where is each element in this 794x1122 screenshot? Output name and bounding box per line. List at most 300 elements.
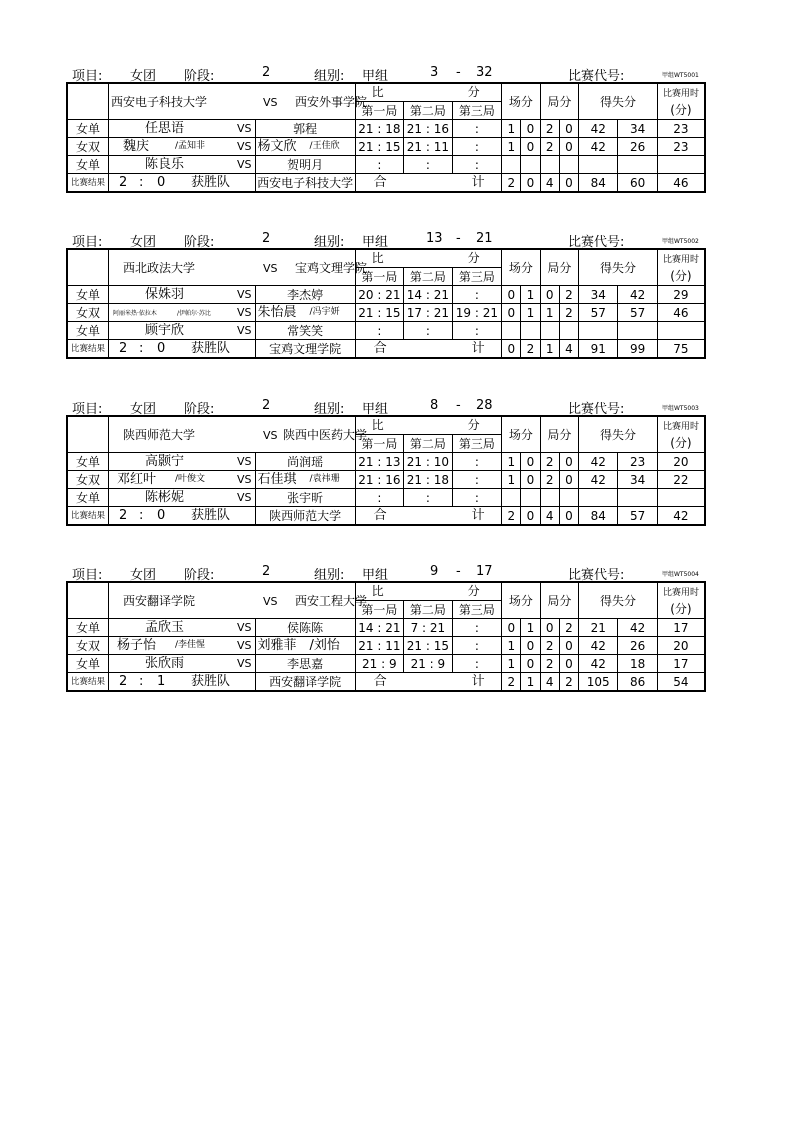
- score-b: 9: [437, 656, 446, 671]
- player-a: 杨子怡 / 李佳惺 VS: [108, 637, 255, 655]
- match-code-label: 比赛代号:: [568, 402, 625, 417]
- player-a: 魏庆 / 孟知非 VS: [108, 138, 255, 156]
- points-a: 42: [579, 453, 618, 471]
- game2-score: [404, 637, 453, 655]
- player-a-partner: 叶俊文: [177, 474, 205, 484]
- game3-score: [452, 655, 502, 673]
- stage-value: 2: [262, 231, 271, 246]
- score-colon: :: [425, 490, 430, 505]
- game2-score: [404, 619, 453, 637]
- score-table: [66, 248, 706, 359]
- total-cell: [355, 507, 502, 526]
- player-a-name: 阿丽米热·依拉木: [112, 310, 157, 317]
- duration-label: 比赛用时: [662, 421, 699, 432]
- player-b: 常笑笑: [255, 322, 355, 340]
- match-sheet-3: [66, 397, 706, 526]
- game-points-a: 1: [540, 340, 559, 359]
- game3-score: [452, 637, 502, 655]
- match-header: [66, 64, 706, 82]
- game2-score: [404, 322, 453, 340]
- player-a: [108, 156, 255, 174]
- points-a: [579, 489, 618, 507]
- score-table: [66, 415, 706, 526]
- score-colon: :: [425, 121, 430, 136]
- total-label-left: 合: [373, 674, 387, 689]
- game3-score: [452, 619, 502, 637]
- player-a-name: 魏庆: [122, 139, 149, 154]
- player-b-name: 杨文欣: [257, 139, 297, 154]
- vs-label: VS: [236, 158, 252, 171]
- points-b: 26: [618, 637, 657, 655]
- match-sheet-4: [66, 563, 706, 692]
- result-score: [108, 174, 255, 193]
- game-points-b: 4: [559, 340, 578, 359]
- event-label: 女双: [67, 471, 108, 489]
- score-b: 10: [433, 454, 450, 469]
- score-colon: :: [425, 638, 430, 653]
- match-points-a: 0: [502, 340, 521, 359]
- score-b: 21: [385, 287, 401, 302]
- result-score-b: 0: [156, 341, 166, 356]
- player-b: 张宇昕: [255, 489, 355, 507]
- score-colon: :: [425, 139, 430, 154]
- points-a: 84: [579, 174, 618, 193]
- match-points-b: 0: [521, 471, 540, 489]
- match-points-a: [502, 322, 521, 340]
- vs-label: VS: [262, 594, 278, 608]
- vs-label: VS: [236, 306, 252, 319]
- match-code-value: 甲组WT5003: [662, 405, 699, 412]
- points-a: 42: [579, 471, 618, 489]
- total-cell: [355, 174, 502, 193]
- score-b: 21: [482, 305, 499, 320]
- duration: 46: [657, 304, 705, 322]
- result-row: [67, 174, 705, 193]
- vs-label: VS: [236, 491, 252, 504]
- match-points-b: [521, 156, 540, 174]
- points-b: [618, 156, 657, 174]
- event-label: 女单: [67, 453, 108, 471]
- player-b: 李杰婷: [255, 286, 355, 304]
- draw-number-b: 17: [476, 564, 493, 579]
- game2-header: 第二局: [404, 435, 453, 453]
- points-header: 得失分: [579, 582, 658, 619]
- game-points-b: 0: [559, 507, 578, 526]
- score-table: [66, 581, 706, 692]
- score-b: 21: [385, 620, 401, 635]
- event-label: 女双: [67, 138, 108, 156]
- player-a: [108, 286, 255, 304]
- game-points-a: 1: [540, 304, 559, 322]
- duration: 42: [657, 507, 705, 526]
- game3-header: 第三局: [452, 435, 502, 453]
- score-header: [355, 416, 502, 435]
- score-header: [355, 83, 502, 102]
- group-value: 甲组: [362, 235, 389, 250]
- score-b: 21: [433, 287, 450, 302]
- duration: 29: [657, 286, 705, 304]
- match-points-a: [502, 489, 521, 507]
- player-a-name: 杨子怡: [116, 638, 156, 653]
- score-colon: :: [474, 121, 479, 136]
- points-header: 得失分: [579, 416, 658, 453]
- match-points-a: 0: [502, 286, 521, 304]
- team-a: 陕西师范大学: [122, 427, 195, 442]
- result-score-a: 2: [118, 674, 128, 689]
- result-colon: :: [138, 508, 144, 523]
- teams-cell: [108, 249, 367, 286]
- team-b: 西安工程大学: [294, 593, 367, 608]
- project-value: 女团: [130, 235, 157, 250]
- draw-number-a: 13: [426, 231, 443, 246]
- points-header: 得失分: [579, 83, 658, 120]
- project-value: 女团: [130, 402, 157, 417]
- score-b: 16: [385, 472, 401, 487]
- winner-team: 西安电子科技大学: [255, 174, 355, 193]
- total-label-right: 计: [471, 341, 485, 356]
- match-code-value: 甲组WT5002: [662, 238, 699, 245]
- score-colon: :: [377, 287, 382, 302]
- game1-score: [355, 453, 404, 471]
- game-points-b: 0: [559, 655, 578, 673]
- winner-label: 获胜队: [190, 341, 230, 356]
- score-colon: :: [377, 139, 382, 154]
- points-b: [618, 489, 657, 507]
- duration: 23: [657, 120, 705, 138]
- event-label: 女单: [67, 489, 108, 507]
- result-label: 比赛结果: [67, 340, 108, 359]
- match-header: [66, 230, 706, 248]
- score-header: [355, 249, 502, 268]
- winner-label: 获胜队: [190, 175, 230, 190]
- score-b: 16: [433, 121, 450, 136]
- score-b: 15: [385, 139, 401, 154]
- points-a: 42: [579, 138, 618, 156]
- game2-score: [404, 138, 453, 156]
- game-points-a: [540, 156, 559, 174]
- duration: [657, 322, 705, 340]
- match-points-a: 2: [502, 673, 521, 692]
- total-label-left: 合: [373, 341, 387, 356]
- points-b: 26: [618, 138, 657, 156]
- event-label: 女单: [67, 655, 108, 673]
- score-colon: :: [474, 139, 479, 154]
- score-colon: :: [474, 656, 479, 671]
- group-label: 组别:: [314, 402, 345, 417]
- duration: 20: [657, 453, 705, 471]
- score-b: 9: [389, 656, 397, 671]
- match-points-b: 2: [521, 340, 540, 359]
- project-value: 女团: [130, 568, 157, 583]
- points-b: 34: [618, 120, 657, 138]
- match-points-b: [521, 489, 540, 507]
- player-a: [108, 489, 255, 507]
- score-colon: :: [377, 638, 382, 653]
- result-score: [108, 340, 255, 359]
- game2-header: 第二局: [404, 268, 453, 286]
- score-colon: :: [425, 454, 430, 469]
- stage-label: 阶段:: [184, 69, 215, 84]
- player-b: 郭程: [255, 120, 355, 138]
- game3-score: [452, 156, 502, 174]
- table-row: [67, 471, 705, 489]
- game-points-header: 局分: [540, 416, 578, 453]
- player-a-name: 邓红叶: [116, 472, 156, 487]
- game-points-b: 0: [559, 174, 578, 193]
- teams-cell: [108, 83, 367, 120]
- project-label: 项目:: [72, 69, 103, 84]
- match-points-a: 1: [502, 471, 521, 489]
- stage-value: 2: [262, 65, 271, 80]
- draw-number-b: 32: [476, 65, 493, 80]
- game3-score: [452, 322, 502, 340]
- team-b: 宝鸡文理学院: [294, 260, 367, 275]
- match-sheet-1: [66, 64, 706, 193]
- score-label-left: 比: [371, 418, 384, 432]
- score-label-right: 分: [467, 85, 480, 99]
- player-b: 贺明月: [255, 156, 355, 174]
- result-score: [108, 673, 255, 692]
- game3-score: [452, 471, 502, 489]
- player-b: 石佳琪 / 袁祎珊: [255, 471, 355, 489]
- duration-header: [657, 416, 705, 453]
- game2-header: 第二局: [404, 601, 453, 619]
- score-colon: :: [425, 472, 430, 487]
- match-code-value: 甲组WT5001: [662, 72, 699, 79]
- match-points-b: 1: [521, 673, 540, 692]
- total-cell: [355, 340, 502, 359]
- match-points-b: 1: [521, 286, 540, 304]
- game1-score: [355, 156, 404, 174]
- game-points-b: 2: [559, 673, 578, 692]
- player-a: [108, 655, 255, 673]
- game-points-b: 2: [559, 619, 578, 637]
- score-colon: :: [429, 656, 434, 671]
- match-sheet-2: [66, 230, 706, 359]
- draw-number-a: 3: [430, 65, 439, 80]
- result-row: [67, 340, 705, 359]
- score-colon: :: [425, 157, 430, 172]
- points-a: 105: [579, 673, 618, 692]
- score-colon: :: [377, 157, 382, 172]
- points-b: 42: [618, 286, 657, 304]
- game3-score: [452, 138, 502, 156]
- score-colon: :: [474, 287, 479, 302]
- project-value: 女团: [130, 69, 157, 84]
- score-b: 11: [433, 139, 450, 154]
- game-points-b: 0: [559, 471, 578, 489]
- table-row: [67, 120, 705, 138]
- duration-unit: (分): [670, 435, 692, 450]
- table-row: [67, 637, 705, 655]
- event-label: 女单: [67, 322, 108, 340]
- game-points-a: 4: [540, 507, 559, 526]
- points-b: 57: [618, 507, 657, 526]
- event-label: 女单: [67, 120, 108, 138]
- score-a: 21: [358, 305, 374, 320]
- game-points-b: 2: [559, 304, 578, 322]
- match-points-b: 0: [521, 507, 540, 526]
- game-points-b: 0: [559, 637, 578, 655]
- table-row: [67, 655, 705, 673]
- game3-header: 第三局: [452, 268, 502, 286]
- player-b-partner: 袁祎珊: [312, 474, 340, 484]
- score-b: 11: [385, 638, 401, 653]
- game-points-b: 2: [559, 286, 578, 304]
- draw-dash: -: [456, 65, 461, 80]
- result-score-b: 1: [156, 674, 166, 689]
- duration: 20: [657, 637, 705, 655]
- score-a: 21: [406, 472, 423, 487]
- points-b: [618, 322, 657, 340]
- game-points-a: 2: [540, 637, 559, 655]
- result-label: 比赛结果: [67, 673, 108, 692]
- score-a: 21: [358, 139, 374, 154]
- result-score: [108, 507, 255, 526]
- result-colon: :: [138, 175, 144, 190]
- player-b: 杨文欣 / 王佳欣: [255, 138, 355, 156]
- game-points-a: 2: [540, 471, 559, 489]
- table-row: [67, 286, 705, 304]
- score-a: 19: [455, 305, 472, 320]
- score-label-left: 比: [371, 85, 384, 99]
- points-b: 86: [618, 673, 657, 692]
- vs-label: VS: [236, 324, 252, 337]
- player-a-partner: 李佳惺: [177, 640, 205, 650]
- points-b: 57: [618, 304, 657, 322]
- game2-header: 第二局: [404, 102, 453, 120]
- duration-header: [657, 582, 705, 619]
- score-label-left: 比: [371, 584, 384, 598]
- points-b: 18: [618, 655, 657, 673]
- vs-label: VS: [236, 288, 252, 301]
- match-points-header: 场分: [502, 249, 540, 286]
- total-label-left: 合: [373, 508, 387, 523]
- teams-cell: [108, 582, 367, 619]
- score-colon: :: [425, 305, 430, 320]
- score-a: 20: [358, 287, 374, 302]
- event-label: 女单: [67, 286, 108, 304]
- player-a: [108, 322, 255, 340]
- game-points-a: 4: [540, 673, 559, 692]
- points-b: 34: [618, 471, 657, 489]
- game3-header: 第三局: [452, 601, 502, 619]
- score-colon: :: [474, 305, 479, 320]
- player-b-name: 朱怡晨: [257, 305, 297, 320]
- game1-score: [355, 655, 404, 673]
- game-points-a: 2: [540, 138, 559, 156]
- game1-header: 第一局: [355, 601, 404, 619]
- player-a-name: 陈良乐: [144, 157, 184, 172]
- result-score-a: 2: [118, 175, 128, 190]
- match-points-a: 0: [502, 619, 521, 637]
- total-label-right: 计: [471, 508, 485, 523]
- result-label: 比赛结果: [67, 174, 108, 193]
- draw-number-b: 28: [476, 398, 493, 413]
- match-points-a: 1: [502, 120, 521, 138]
- duration: 17: [657, 655, 705, 673]
- draw-number-a: 8: [430, 398, 439, 413]
- result-score-b: 0: [156, 175, 166, 190]
- game1-score: [355, 489, 404, 507]
- player-b-partner: 王佳欣: [312, 141, 340, 151]
- points-a: 42: [579, 120, 618, 138]
- match-code-label: 比赛代号:: [568, 568, 625, 583]
- game1-score: [355, 138, 404, 156]
- game2-score: [404, 489, 453, 507]
- score-colon: :: [381, 656, 386, 671]
- winner-label: 获胜队: [190, 508, 230, 523]
- player-b: 李思嘉: [255, 655, 355, 673]
- points-a: 84: [579, 507, 618, 526]
- score-colon: :: [474, 638, 479, 653]
- match-points-b: 1: [521, 619, 540, 637]
- stage-label: 阶段:: [184, 402, 215, 417]
- game-points-b: [559, 489, 578, 507]
- match-points-header: 场分: [502, 83, 540, 120]
- score-b: 15: [385, 305, 401, 320]
- player-b-partner: 冯宇妍: [312, 307, 340, 317]
- player-b-partner: 刘怡: [313, 638, 340, 653]
- project-label: 项目:: [72, 568, 103, 583]
- score-a: 14: [406, 287, 423, 302]
- draw-number-b: 21: [476, 231, 493, 246]
- match-points-a: [502, 156, 521, 174]
- score-label-right: 分: [467, 251, 480, 265]
- duration-header: [657, 83, 705, 120]
- match-points-a: 2: [502, 174, 521, 193]
- game-points-b: 0: [559, 138, 578, 156]
- score-colon: :: [474, 454, 479, 469]
- game-points-a: 4: [540, 174, 559, 193]
- game2-score: [404, 453, 453, 471]
- group-value: 甲组: [362, 402, 389, 417]
- game3-score: [452, 489, 502, 507]
- result-colon: :: [138, 341, 144, 356]
- game-points-a: 0: [540, 619, 559, 637]
- game3-header: 第三局: [452, 102, 502, 120]
- player-b: 朱怡晨 / 冯宇妍: [255, 304, 355, 322]
- draw-dash: -: [456, 231, 461, 246]
- vs-label: VS: [262, 261, 278, 275]
- game3-score: [452, 453, 502, 471]
- score-colon: :: [474, 472, 479, 487]
- duration: 46: [657, 174, 705, 193]
- points-a: 21: [579, 619, 618, 637]
- team-b: 陕西中医药大学: [282, 427, 367, 442]
- points-header: 得失分: [579, 249, 658, 286]
- duration: 17: [657, 619, 705, 637]
- player-a-name: 任思语: [144, 121, 184, 136]
- score-a: 17: [406, 305, 423, 320]
- game-points-header: 局分: [540, 249, 578, 286]
- score-colon: :: [474, 323, 479, 338]
- match-points-a: 1: [502, 138, 521, 156]
- player-b: 刘雅菲 / 刘怡: [255, 637, 355, 655]
- score-a: 21: [406, 454, 423, 469]
- vs-label: VS: [236, 122, 252, 135]
- stage-label: 阶段:: [184, 235, 215, 250]
- player-a-name: 保姝羽: [144, 287, 184, 302]
- game-points-a: 2: [540, 120, 559, 138]
- match-points-b: 0: [521, 120, 540, 138]
- teams-cell: [108, 416, 367, 453]
- score-b: 18: [433, 472, 450, 487]
- player-a-name: 陈彬妮: [144, 490, 184, 505]
- event-label: 女双: [67, 637, 108, 655]
- result-score-a: 2: [118, 341, 128, 356]
- duration: [657, 156, 705, 174]
